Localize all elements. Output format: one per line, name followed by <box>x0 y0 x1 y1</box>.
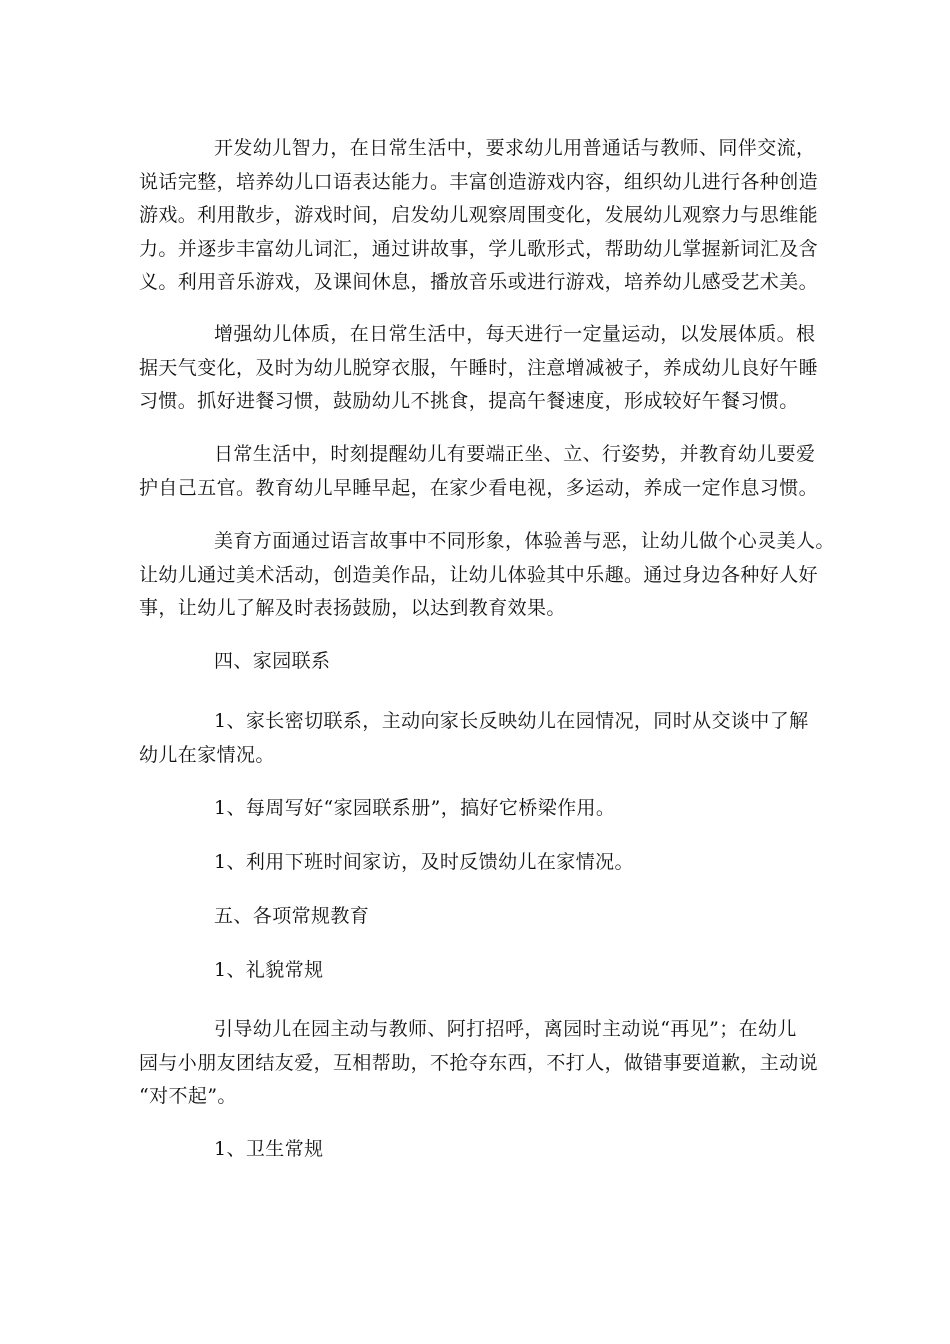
text-line: 引导幼儿在园主动与教师、阿打招呼，离园时主动说“再见”；在幼儿 <box>214 1018 797 1040</box>
section-heading: 四、家园联系 <box>214 650 331 672</box>
text-line: 护自己五官。教育幼儿早睡早起，在家少看电视，多运动，养成一定作息习惯。 <box>139 476 819 499</box>
section-heading: 五、各项常规教育 <box>214 905 370 927</box>
text-line: 说话完整，培养幼儿口语表达能力。丰富创造游戏内容，组织幼儿进行各种创造 <box>139 170 819 193</box>
text-line: 义。利用音乐游戏，及课间休息，播放音乐或进行游戏，培养幼儿感受艺术美。 <box>139 271 819 293</box>
subheading-hygiene <box>139 1133 811 1167</box>
paragraph-physical-health <box>139 318 819 419</box>
list-item-home-visit <box>139 846 811 880</box>
text-line: 幼儿在家情况。 <box>139 743 275 766</box>
text-line: 日常生活中，时刻提醒幼儿有要端正坐、立、行姿势，并教育幼儿要爱 <box>214 443 816 465</box>
text-line: 园与小朋友团结友爱，互相帮助，不抢夺东西，不打人，做错事要道歉，主动说 <box>139 1051 819 1074</box>
paragraph-aesthetic-education <box>139 525 835 626</box>
list-item-weekly-booklet <box>139 792 811 826</box>
section-heading-home-school <box>139 645 811 679</box>
text-line: 1、家长密切联系，主动向家长反映幼儿在园情况，同时从交谈中了解 <box>214 710 809 732</box>
section-heading-routine-education <box>139 900 811 934</box>
subheading-etiquette <box>139 954 811 988</box>
text-line: 美育方面通过语言故事中不同形象，体验善与恶，让幼儿做个心灵美人。 <box>214 530 835 552</box>
text-line: 开发幼儿智力，在日常生活中，要求幼儿用普通话与教师、同伴交流， <box>214 137 816 159</box>
subheading: 1、礼貌常规 <box>214 959 324 981</box>
text-line: “对不起”。 <box>139 1085 237 1107</box>
text-line: 1、每周写好“家园联系册”，搞好它桥梁作用。 <box>214 797 616 819</box>
text-line: 力。并逐步丰富幼儿词汇，通过讲故事，学儿歌形式，帮助幼儿掌握新词汇及含 <box>139 237 819 260</box>
text-line: 1、利用下班时间家访，及时反馈幼儿在家情况。 <box>214 851 634 873</box>
text-line: 习惯。抓好进餐习惯，鼓励幼儿不挑食，提高午餐速度，形成较好午餐习惯。 <box>139 390 799 412</box>
subheading: 1、卫生常规 <box>214 1138 324 1160</box>
paragraph-intellectual-development <box>139 132 819 300</box>
text-line: 游戏。利用散步，游戏时间，启发幼儿观察周围变化，发展幼儿观察力与思维能 <box>139 204 819 226</box>
paragraph-etiquette <box>139 1013 819 1114</box>
text-line: 事，让幼儿了解及时表扬鼓励，以达到教育效果。 <box>139 597 566 619</box>
paragraph-daily-habits <box>139 438 819 505</box>
text-line: 据天气变化，及时为幼儿脱穿衣服，午睡时，注意增减被子，养成幼儿良好午睡 <box>139 356 819 379</box>
list-item-parent-contact <box>139 705 811 772</box>
text-line: 让幼儿通过美术活动，创造美作品，让幼儿体验其中乐趣。通过身边各种好人好 <box>139 563 819 586</box>
text-line: 增强幼儿体质，在日常生活中，每天进行一定量运动，以发展体质。根 <box>214 323 816 345</box>
